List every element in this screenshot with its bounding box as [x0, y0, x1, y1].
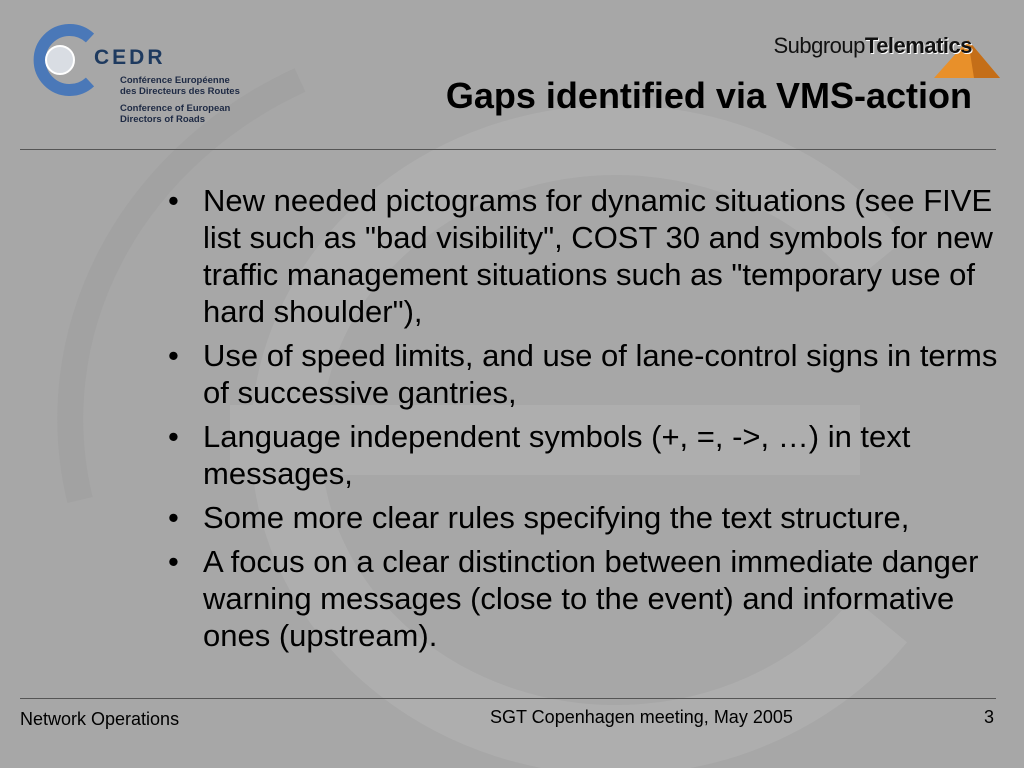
slide-title: Gaps identified via VMS-action [445, 75, 972, 116]
bullet-marker: • [168, 500, 179, 535]
bullet-item [158, 182, 998, 330]
header-divider [20, 149, 996, 150]
bullet-marker: • [168, 338, 179, 373]
footer-divider [20, 698, 996, 699]
bullet-text: Some more clear rules specifying the text structure, [203, 500, 910, 535]
logo-english-line-1: Conference of European [120, 103, 231, 114]
bullet-item [158, 543, 998, 654]
logo-english-line-2: Directors of Roads [120, 114, 205, 125]
footer-section-label: Network Operations [20, 709, 180, 729]
bullet-marker: • [168, 544, 179, 579]
subgroup-label [773, 33, 972, 59]
subgroup-name: Telematics [864, 33, 972, 58]
bullet-text: Language independent symbols (+, =, ->, …) in text messages, [203, 419, 911, 491]
bullet-marker: • [168, 419, 179, 454]
bullet-marker: • [168, 183, 179, 218]
bullet-text: A focus on a clear distinction between immediate danger warning messages (close to the event) and informative ones (upstream). [203, 544, 979, 653]
cedr-logo [30, 24, 260, 129]
footer-meeting-label: SGT Copenhagen meeting, May 2005 [490, 707, 793, 727]
bullet-list [158, 182, 998, 661]
bullet-item [158, 499, 998, 536]
bullet-text: New needed pictograms for dynamic situations (see FIVE list such as "bad visibility", COST 30 and symbols for new traffic management situations such as "temporary use of hard shoulder"), [203, 183, 993, 329]
bullet-text: Use of speed limits, and use of lane-control signs in terms of successive gantries, [203, 338, 998, 410]
page-number: 3 [984, 707, 995, 727]
subgroup-prefix: Subgroup [773, 33, 865, 58]
logo-french-line-1: Conférence Européenne [120, 75, 230, 86]
bullet-item [158, 337, 998, 411]
logo-wordmark: CEDR [94, 46, 166, 69]
bullet-item [158, 418, 998, 492]
logo-french-line-2: des Directeurs des Routes [120, 86, 240, 97]
